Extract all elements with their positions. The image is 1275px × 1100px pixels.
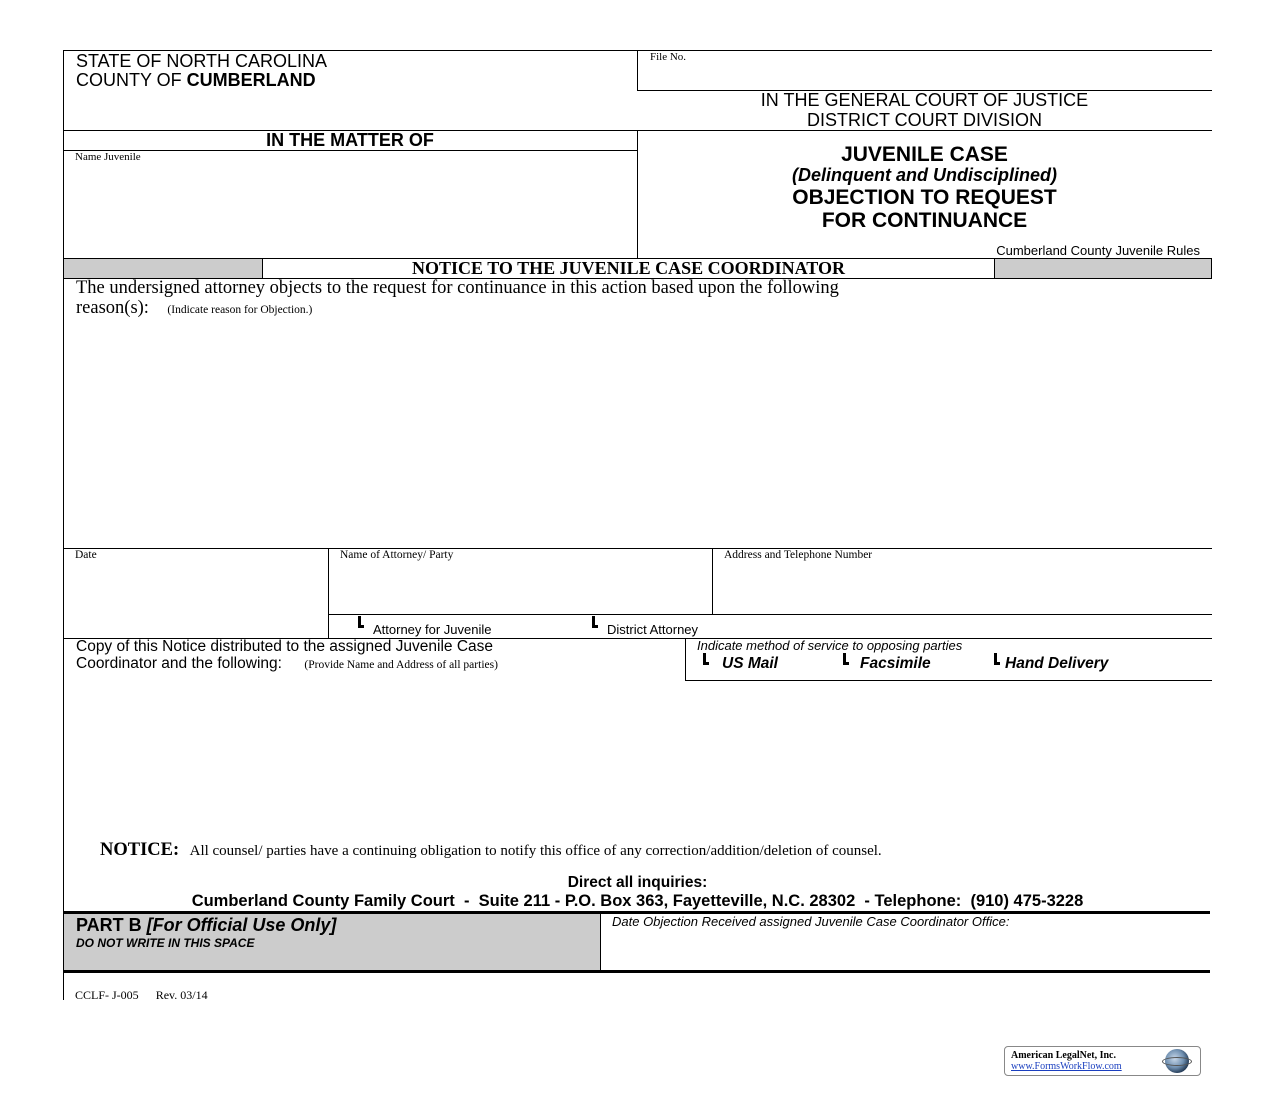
distribution-line1: Copy of this Notice distributed to the assigned Juvenile Case: [76, 638, 494, 655]
publisher-name: American LegalNet, Inc.: [1011, 1050, 1116, 1061]
form-revision: Rev. 03/14: [155, 988, 208, 1002]
option-us-mail[interactable]: [701, 653, 811, 675]
name-juvenile-label: Name Juvenile: [75, 151, 141, 163]
notice-label: NOTICE:: [100, 840, 180, 860]
attorney-name-field[interactable]: [331, 564, 711, 612]
hand-delivery-label: Hand Delivery: [1005, 655, 1109, 672]
notice-band-right-shade: [995, 259, 1211, 278]
file-no-label: File No.: [650, 51, 687, 63]
publisher-badge[interactable]: [1004, 1046, 1201, 1076]
service-method-label: Indicate method of service to opposing parties: [697, 638, 963, 653]
title-objection: OBJECTION TO REQUEST: [792, 186, 1057, 209]
facsimile-label: Facsimile: [860, 655, 931, 672]
date-label: Date: [75, 549, 97, 561]
option-facsimile[interactable]: [841, 653, 971, 675]
notice-band-left-shade: [64, 259, 262, 278]
objection-reasons-field[interactable]: [66, 322, 1210, 546]
matter-heading-underline: [63, 150, 637, 151]
checkbox-district-attorney-icon[interactable]: [592, 616, 598, 628]
title-juvenile-case: JUVENILE CASE: [841, 143, 1008, 166]
service-box-left: [685, 638, 686, 680]
title-subtitle: (Delinquent and Undisciplined): [792, 165, 1057, 185]
parties-distribution-field[interactable]: [66, 684, 1210, 834]
checkbox-facsimile-icon[interactable]: [843, 653, 849, 665]
notice-body-line1: The undersigned attorney objects to the request for continuance in this action based upon the following: [76, 278, 839, 298]
part-b-heading-italic: [For Official Use Only]: [146, 915, 337, 935]
part-b-warning: DO NOT WRITE IN THIS SPACE: [76, 936, 255, 950]
form-code: CCLF- J-005: [75, 988, 139, 1002]
address-label: Address and Telephone Number: [724, 549, 873, 561]
notice-heading: NOTICE TO THE JUVENILE CASE COORDINATOR: [412, 258, 845, 278]
part-b-divider: [600, 914, 601, 970]
district-attorney-label: District Attorney: [607, 622, 699, 637]
state-line: STATE OF NORTH CAROLINA: [76, 51, 328, 71]
checkbox-us-mail-icon[interactable]: [703, 653, 709, 665]
distribution-line2-text: Coordinator and the following:: [76, 655, 282, 672]
reasons-hint: (Indicate reason for Objection.): [167, 304, 313, 316]
part-b-heading-bold: PART B: [76, 915, 147, 935]
globe-logo-icon: [1165, 1049, 1189, 1073]
county-line: [76, 70, 316, 90]
checkbox-hand-delivery-icon[interactable]: [994, 653, 1000, 665]
checkbox-attorney-for-juvenile-icon[interactable]: [358, 616, 364, 628]
inquiries-heading: Direct all inquiries:: [567, 874, 708, 891]
address-field[interactable]: [715, 564, 1210, 612]
date-received-label: Date Objection Received assigned Juvenile Case Coordinator Office:: [612, 914, 1010, 929]
county-prefix: COUNTY OF: [76, 70, 187, 90]
publisher-url[interactable]: www.FormsWorkFlow.com: [1011, 1061, 1122, 1072]
attorney-for-juvenile-label: Attorney for Juvenile: [373, 622, 492, 637]
attorney-options-top-line: [328, 614, 1212, 615]
court-line1: IN THE GENERAL COURT OF JUSTICE: [760, 90, 1089, 110]
signature-top-line: [63, 548, 1212, 549]
attorney-divider: [712, 548, 713, 614]
attorney-name-label: Name of Attorney/ Party: [340, 549, 454, 561]
distribution-line2: [76, 655, 498, 674]
service-box-bottom: [685, 680, 1212, 681]
distribution-hint: (Provide Name and Address of all parties): [304, 659, 498, 671]
date-divider: [328, 548, 329, 638]
notice-text: All counsel/ parties have a continuing obligation to notify this office of any correction/addition/deletion of counsel.: [189, 843, 882, 859]
footer-notice: [100, 839, 882, 862]
header-divider: [637, 50, 638, 90]
contact-line: Cumberland County Family Court - Suite 211 - P.O. Box 363, Fayetteville, N.C. 28302 - Telephone: (910) 475-3228: [191, 892, 1084, 910]
option-attorney-for-juvenile[interactable]: [356, 616, 556, 638]
option-hand-delivery[interactable]: [992, 653, 1162, 675]
rules-label: Cumberland County Juvenile Rules: [996, 243, 1200, 258]
form-left-border: [63, 50, 64, 1000]
county-name: CUMBERLAND: [186, 70, 316, 90]
name-juvenile-field[interactable]: [66, 166, 634, 256]
court-line2: DISTRICT COURT DIVISION: [806, 110, 1043, 130]
notice-band-right-edge: [1211, 258, 1212, 278]
part-b-bottom-rule: [63, 970, 1210, 973]
part-b-heading: [76, 914, 336, 938]
form-id: [75, 988, 208, 1003]
us-mail-label: US Mail: [722, 655, 778, 672]
notice-body-line2: [76, 298, 312, 321]
file-no-field[interactable]: [640, 64, 1210, 88]
reasons-label: reason(s):: [76, 298, 149, 318]
date-field[interactable]: [66, 564, 326, 636]
globe-ring-icon: [1162, 1057, 1192, 1066]
title-continuance: FOR CONTINUANCE: [821, 209, 1028, 232]
matter-heading: IN THE MATTER OF: [266, 130, 434, 150]
option-district-attorney[interactable]: [590, 616, 750, 638]
